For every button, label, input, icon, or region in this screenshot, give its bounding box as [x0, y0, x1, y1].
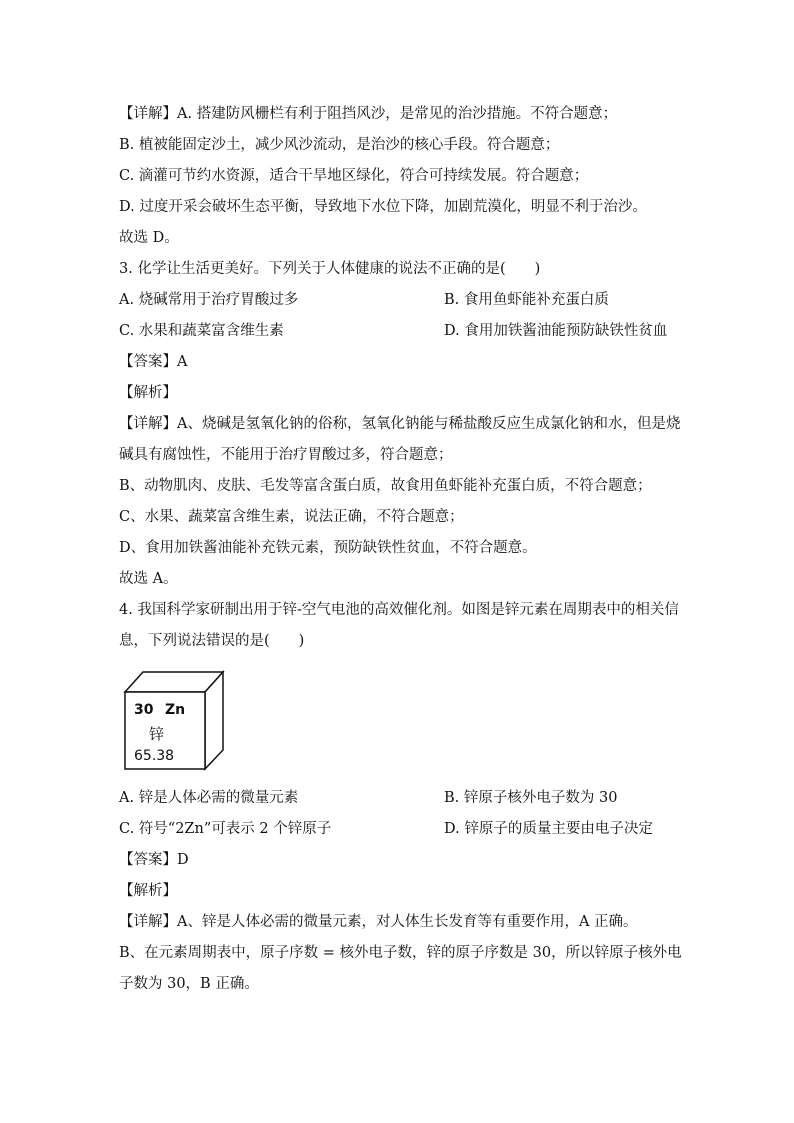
text-line: 故选 D。 [119, 230, 179, 246]
q3-detail-line: C、水果、蔬菜富含维生素，说法正确，不符合题意； [119, 509, 464, 525]
element-symbol: Zn [165, 702, 186, 718]
q4-analysis-heading: 【解析】 [119, 883, 177, 899]
text-line: 【详解】A. 搭建防风栅栏有利于阻挡风沙，是常见的治沙措施。不符合题意； [119, 106, 618, 122]
q4-option-b: B. 锌原子核外电子数为 30 [444, 790, 618, 806]
question-3-stem: 3. 化学让生活更美好。下列关于人体健康的说法不正确的是( ) [119, 261, 541, 277]
q4-option-c: C. 符号“2Zn”可表示 2 个锌原子 [119, 821, 332, 837]
q4-answer: 【答案】D [119, 852, 189, 868]
q3-option-c: C. 水果和蔬菜富含维生素 [119, 323, 284, 339]
q3-analysis-heading: 【解析】 [119, 385, 177, 401]
q4-option-a: A. 锌是人体必需的微量元素 [119, 790, 299, 806]
q3-answer: 【答案】A [119, 354, 188, 370]
element-name: 锌 [149, 725, 165, 743]
q3-detail-line: 【详解】A、烧碱是氢氧化钠的俗称，氢氧化钠能与稀盐酸反应生成氯化钠和水，但是烧 [119, 416, 681, 432]
atomic-number: 30 [134, 702, 154, 718]
text-line: B. 植被能固定沙土，减少风沙流动，是治沙的核心手段。符合题意； [119, 137, 560, 153]
q3-detail-line: 碱具有腐蚀性，不能用于治疗胃酸过多，符合题意； [119, 447, 453, 463]
q4-detail-line: 子数为 30，B 正确。 [119, 976, 259, 992]
q3-detail-line: D、食用加铁酱油能补充铁元素，预防缺铁性贫血，不符合题意。 [119, 540, 537, 556]
zinc-element-cube [119, 668, 229, 772]
q3-conclusion: 故选 A。 [119, 571, 178, 587]
q3-option-a: A. 烧碱常用于治疗胃酸过多 [119, 292, 299, 308]
atomic-mass: 65.38 [134, 748, 175, 764]
text-line: C. 滴灌可节约水资源，适合干旱地区绿化，符合可持续发展。符合题意； [119, 168, 589, 184]
q3-option-b: B. 食用鱼虾能补充蛋白质 [444, 292, 609, 308]
q4-option-d: D. 锌原子的质量主要由电子决定 [444, 821, 653, 837]
text-line: D. 过度开采会破坏生态平衡，导致地下水位下降，加剧荒漠化，明显不利于治沙。 [119, 199, 647, 215]
question-4-stem: 4. 我国科学家研制出用于锌-空气电池的高效催化剂。如图是锌元素在周期表中的相关信 [119, 602, 679, 618]
question-4-stem: 息，下列说法错误的是( ) [119, 633, 305, 649]
q4-detail-line: B、在元素周期表中，原子序数 = 核外电子数，锌的原子序数是 30，所以锌原子核外电 [119, 945, 682, 961]
q4-detail-line: 【详解】A、锌是人体必需的微量元素，对人体生长发育等有重要作用，A 正确。 [119, 914, 638, 930]
q3-detail-line: B、动物肌肉、皮肤、毛发等富含蛋白质，故食用鱼虾能补充蛋白质，不符合题意； [119, 478, 652, 494]
q3-option-d: D. 食用加铁酱油能预防缺铁性贫血 [444, 323, 668, 339]
